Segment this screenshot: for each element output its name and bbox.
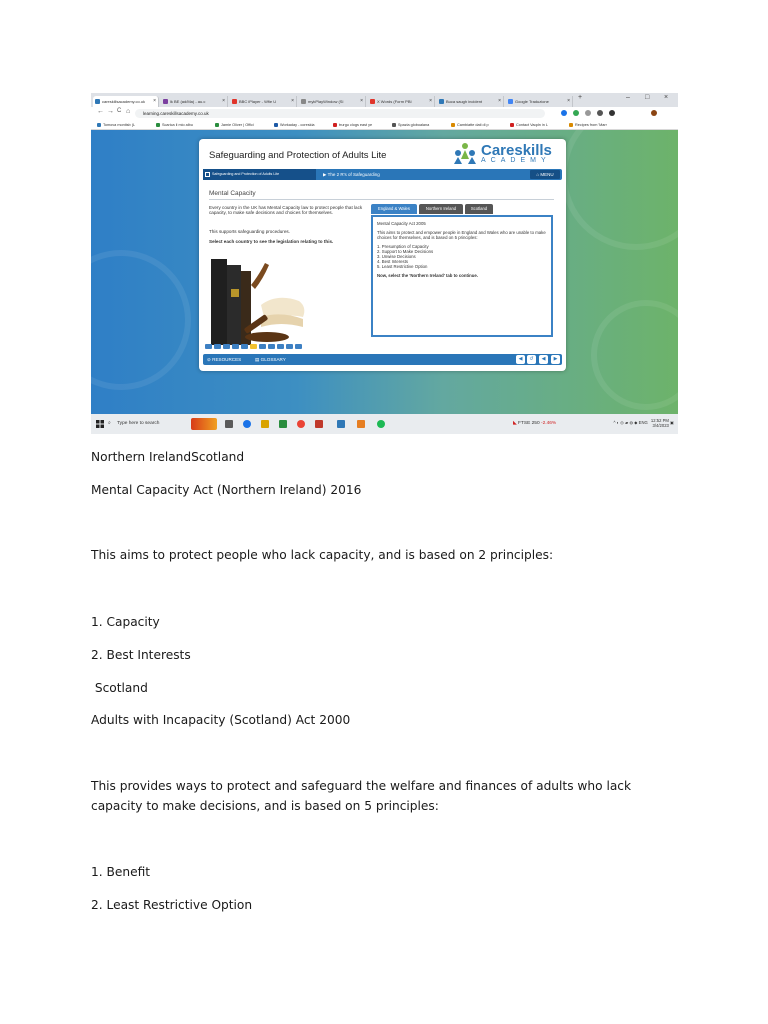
bookmark-item[interactable]: Contact Vaqdn in L — [510, 121, 548, 129]
stock-ticker[interactable]: ◣ FTSE 250 -2.46% — [513, 421, 557, 426]
doc-ni-principle: 1. Capacity — [91, 615, 160, 629]
intro-text: Every country in the UK has Mental Capacity law to protect people that lack capacity, to make safe decisions and choices for themselves. — [209, 205, 363, 216]
bookmark-favicon — [274, 123, 278, 127]
chart-icon: ◣ — [513, 421, 519, 426]
browser-tab[interactable]: X Words (Form PBI × — [368, 96, 435, 107]
principle-item: 2. Support to Make Decisions — [377, 249, 434, 254]
tab-favicon — [163, 99, 168, 104]
profile-avatar[interactable] — [651, 110, 657, 116]
people-logo-icon — [451, 142, 479, 166]
maximize-button[interactable]: □ — [645, 94, 650, 101]
tab-favicon — [95, 99, 100, 104]
extension-icon[interactable] — [573, 110, 579, 116]
progress-dot[interactable] — [232, 344, 239, 349]
edge-icon[interactable] — [243, 420, 251, 428]
language-indicator: ENG — [638, 420, 648, 426]
system-tray[interactable] — [613, 418, 674, 428]
link-icon: ⊘ — [207, 357, 213, 362]
browser-tab[interactable]: lk BE (ad/Ma) - au.c × — [161, 96, 228, 107]
home-icon: ⌂ — [536, 172, 541, 177]
progress-dot[interactable] — [214, 344, 221, 349]
progress-dot[interactable] — [259, 344, 266, 349]
menu-button[interactable]: ⌂ MENU — [530, 170, 560, 179]
browser-tab[interactable]: Google Traduzione × — [506, 96, 573, 107]
bookmark-item[interactable]: Recipes from 'Marr — [569, 121, 607, 129]
divider — [209, 199, 554, 200]
resources-link[interactable]: ⊘ RESOURCES — [207, 357, 242, 362]
store-icon[interactable] — [279, 420, 287, 428]
next-button[interactable]: ▶ — [551, 355, 560, 364]
bookmark-item[interactable]: trurgu clogs east ye — [333, 121, 372, 129]
url-input[interactable]: learning.careskillsacademy.co.uk — [135, 109, 545, 118]
tab-northern-ireland[interactable]: Northern Ireland — [419, 204, 463, 214]
previous-button[interactable]: ◀ — [539, 355, 548, 364]
embedded-screenshot — [91, 93, 678, 434]
progress-dot[interactable] — [295, 344, 302, 349]
principle-item: 4. Best Interests — [377, 259, 409, 264]
bookmark-favicon — [451, 123, 455, 127]
minimize-button[interactable]: – — [626, 94, 630, 101]
act-name: Mental Capacity Act 2005 — [377, 221, 426, 226]
back-button[interactable]: ← — [97, 108, 104, 115]
taskbar-search-input[interactable]: ⌕ Type here to search — [107, 418, 187, 430]
tray-icons: ^ ◐ ◎ ▰ ◍ ◆ — [613, 420, 639, 426]
extension-icon[interactable] — [561, 110, 567, 116]
tab-favicon — [232, 99, 237, 104]
close-icon[interactable]: × — [567, 98, 570, 104]
close-icon[interactable]: × — [291, 98, 294, 104]
course-breadcrumb[interactable]: Safeguarding and Protection of Adults Lite — [203, 169, 316, 180]
careskills-logo — [451, 142, 561, 167]
new-tab-button[interactable]: + — [578, 94, 583, 101]
principle-item: 3. Unwise Decisions — [377, 254, 416, 259]
principle-item: 1. Presumption of Capacity — [377, 244, 429, 249]
close-window-button[interactable]: × — [664, 94, 669, 101]
close-icon[interactable]: × — [498, 98, 501, 104]
doc-line-tab-labels: Northern IrelandScotland — [91, 450, 245, 464]
page-viewport — [91, 130, 678, 414]
act-aim: This aims to protect and empower people in England and Wales who are unable to make choices for themselves, and is based on 5 principles: — [377, 230, 546, 240]
background-decoration — [591, 300, 678, 410]
bookmark-favicon — [510, 123, 514, 127]
windows-start-icon[interactable] — [96, 420, 104, 428]
doc-scotland-heading: Scotland — [91, 681, 148, 695]
bookmark-favicon — [392, 123, 396, 127]
home-button[interactable]: ⌂ — [126, 108, 131, 115]
bookmark-item[interactable]: Tomova montisb (L — [97, 121, 135, 129]
law-books-gavel-image — [207, 255, 327, 345]
task-view-icon[interactable] — [225, 420, 233, 428]
clock-date: 3/4/2023 — [652, 423, 669, 428]
doc-scotland-principle: 1. Benefit — [91, 865, 151, 879]
doc-ni-aim: This aims to protect people who lack capacity, and is based on 2 principles: — [91, 548, 554, 562]
progress-dot[interactable] — [277, 344, 284, 349]
app-icon[interactable] — [337, 420, 345, 428]
bookmark-item[interactable]: Workaday - coreskia — [274, 121, 315, 129]
logo-subtitle: ACADEMY — [481, 157, 551, 164]
tab-favicon — [439, 99, 444, 104]
course-navigation-bar — [203, 169, 562, 180]
browser-tab[interactable]: mykPlayWindow (Sl × — [299, 96, 366, 107]
app-icon[interactable] — [315, 420, 323, 428]
clock-time: 12:52 PM — [650, 418, 669, 423]
extension-icon[interactable] — [597, 110, 603, 116]
principle-item: 5. Least Restrictive Option — [377, 264, 428, 269]
progress-dot[interactable] — [241, 344, 248, 349]
bookmark-favicon — [569, 123, 573, 127]
progress-dot[interactable] — [223, 344, 230, 349]
lesson-breadcrumb[interactable]: ▶ The 2 R's of Safeguarding — [323, 172, 380, 177]
doc-ni-act: Mental Capacity Act (Northern Ireland) 2016 — [91, 483, 362, 497]
file-explorer-icon[interactable] — [261, 420, 269, 428]
progress-dot[interactable] — [205, 344, 212, 349]
chrome-icon[interactable] — [297, 420, 305, 428]
tab-favicon — [370, 99, 375, 104]
close-icon[interactable]: × — [429, 98, 432, 104]
glossary-link[interactable]: ▤ GLOSSARY — [255, 357, 286, 362]
bookmark-favicon — [156, 123, 160, 127]
doc-ni-principle: 2. Best Interests — [91, 648, 191, 662]
background-decoration — [91, 250, 191, 390]
next-instruction: Now, select the 'Northern Ireland' tab to continue. — [377, 273, 478, 278]
windows-taskbar — [91, 414, 678, 434]
section-heading: Mental Capacity — [209, 190, 256, 197]
app-icon[interactable] — [357, 420, 365, 428]
bookmark-item[interactable]: Scarica il mio albu — [156, 121, 193, 129]
tab-favicon — [508, 99, 513, 104]
tab-favicon — [301, 99, 306, 104]
news-widget-icon[interactable] — [191, 418, 217, 430]
instruction-text: Select each country to see the legislation relating to this. — [209, 239, 334, 244]
tab-scotland[interactable]: Scotland — [465, 204, 493, 214]
audio-icon[interactable]: ◀ — [516, 355, 525, 364]
close-icon[interactable]: × — [360, 98, 363, 104]
bookmark-favicon — [97, 123, 101, 127]
course-window — [199, 139, 566, 371]
progress-dot[interactable] — [286, 344, 293, 349]
course-title: Safeguarding and Protection of Adults Lite — [209, 150, 387, 161]
browser-tab[interactable]: BBC iPlayer - Wfie U × — [230, 96, 297, 107]
tab-england-wales[interactable]: England & Wales — [371, 204, 417, 214]
bookmark-item[interactable]: Spazia globoalana — [392, 121, 429, 129]
browser-tab-careskills[interactable]: careskillsacademy.co.uk × — [93, 96, 159, 107]
extension-icon[interactable] — [609, 110, 615, 116]
search-icon: ⌕ — [108, 421, 111, 426]
logo-wordmark: Careskills — [481, 142, 552, 159]
close-icon[interactable]: × — [222, 98, 225, 104]
extension-icon[interactable] — [585, 110, 591, 116]
book-icon: ▤ — [255, 357, 261, 362]
address-bar-row — [91, 107, 678, 120]
close-icon[interactable]: × — [153, 98, 156, 104]
bookmarks-bar — [91, 120, 678, 130]
bookmark-item[interactable]: Jamie Oliver | Offici — [215, 121, 254, 129]
replay-icon[interactable]: ↺ — [527, 355, 536, 364]
bookmark-favicon — [215, 123, 219, 127]
doc-scotland-act: Adults with Incapacity (Scotland) Act 2000 — [91, 713, 351, 727]
doc-scotland-aim: This provides ways to protect and safeguard the welfare and finances of adults who lack capacity to make decisions, and is based on 5 principles: — [91, 779, 632, 813]
legislation-panel — [371, 215, 553, 337]
notification-icon[interactable]: ▣ — [670, 420, 674, 426]
doc-scotland-principle: 2. Least Restrictive Option — [91, 898, 253, 912]
reload-button[interactable]: C — [117, 108, 122, 114]
course-icon — [205, 172, 210, 177]
browser-tab-bar — [91, 93, 678, 107]
forward-button[interactable]: → — [107, 108, 114, 115]
course-footer-bar — [203, 354, 562, 365]
bookmark-item[interactable]: Cambiatte dati di p — [451, 121, 489, 129]
spotify-icon[interactable] — [377, 420, 385, 428]
bookmark-favicon — [333, 123, 337, 127]
progress-dot-current[interactable] — [250, 344, 257, 349]
background-decoration — [561, 130, 678, 250]
supports-text: This supports safeguarding procedures. — [209, 229, 290, 234]
browser-tab[interactable]: Buca saugh incident × — [437, 96, 504, 107]
progress-dot[interactable] — [268, 344, 275, 349]
